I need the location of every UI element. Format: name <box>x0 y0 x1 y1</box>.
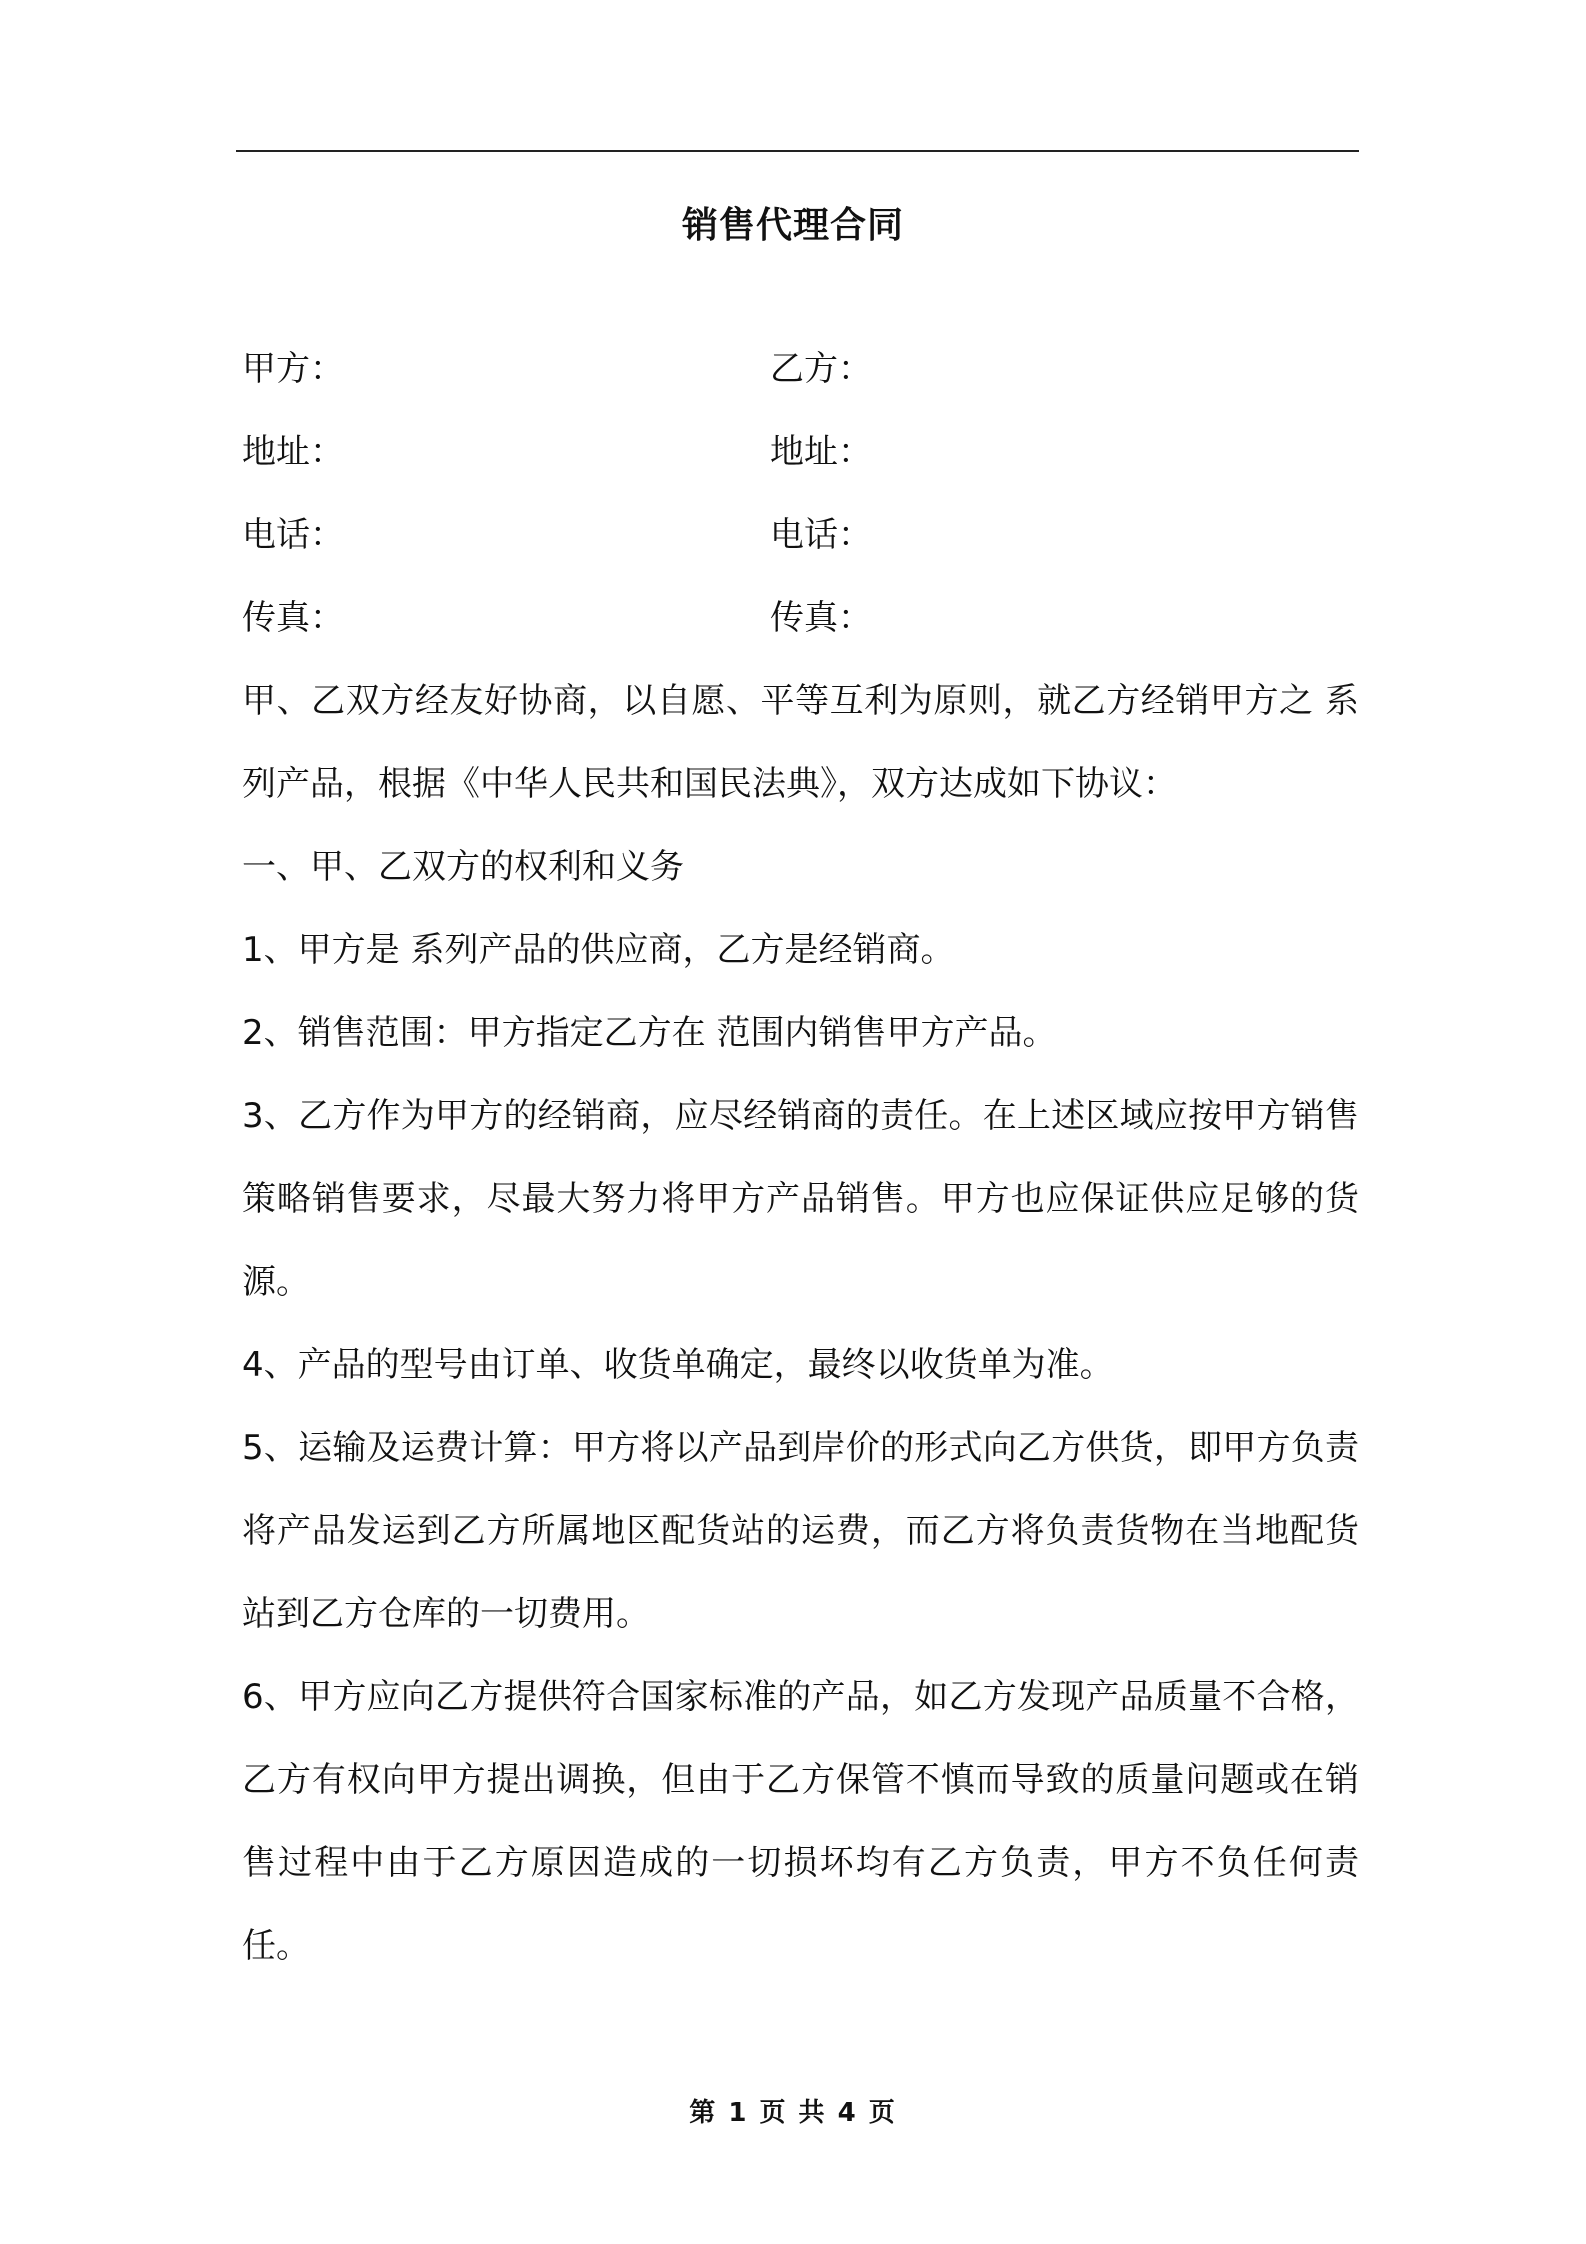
section-heading: 一、甲、乙双方的权利和义务 <box>242 847 684 887</box>
clause-5: 5、运输及运费计算：甲方将以产品到岸价的形式向乙方供货，即甲方负责将产品发运到乙方所属地区配货站的运费，而乙方将负责货物在当地配货站到乙方仓库的一切费用。 <box>242 1428 1359 1634</box>
party-row-phone <box>242 494 1359 577</box>
page-number: 第 1 页 共 4 页 <box>689 2098 897 2128</box>
clause-4: 4、产品的型号由订单、收货单确定，最终以收货单为准。 <box>242 1345 1114 1385</box>
party-b-address-label: 地址： <box>770 432 872 472</box>
document-title: 销售代理合同 <box>681 205 904 246</box>
party-b-phone-label: 电话： <box>770 515 872 555</box>
party-a-fax-label: 传真： <box>242 598 344 638</box>
clause-3: 3、乙方作为甲方的经销商，应尽经销商的责任。在上述区域应按甲方销售策略销售要求，尽最大努力将甲方产品销售。甲方也应保证供应足够的货源。 <box>242 1096 1359 1302</box>
party-a-name-label: 甲方： <box>242 349 344 389</box>
party-row-fax <box>242 577 1359 660</box>
clause-2: 2、销售范围：甲方指定乙方在 范围内销售甲方产品。 <box>242 1013 1057 1053</box>
intro-paragraph: 甲、乙双方经友好协商，以自愿、平等互利为原则，就乙方经销甲方之 系列产品，根据《中华人民共和国民法典》，双方达成如下协议： <box>242 681 1359 804</box>
clause-6: 6、甲方应向乙方提供符合国家标准的产品，如乙方发现产品质量不合格，乙方有权向甲方提出调换，但由于乙方保管不慎而导致的质量问题或在销售过程中由于乙方原因造成的一切损坏均有乙方负责，甲方不负任何责任。 <box>242 1677 1359 1966</box>
clause-1: 1、甲方是 系列产品的供应商，乙方是经销商。 <box>242 930 955 970</box>
header-rule <box>236 150 1359 152</box>
document-body <box>242 328 1359 1988</box>
party-b-name-label: 乙方： <box>770 349 872 389</box>
party-a-address-label: 地址： <box>242 432 344 472</box>
party-row-name <box>242 328 1359 411</box>
party-row-address <box>242 411 1359 494</box>
party-a-phone-label: 电话： <box>242 515 344 555</box>
party-b-fax-label: 传真： <box>770 598 872 638</box>
